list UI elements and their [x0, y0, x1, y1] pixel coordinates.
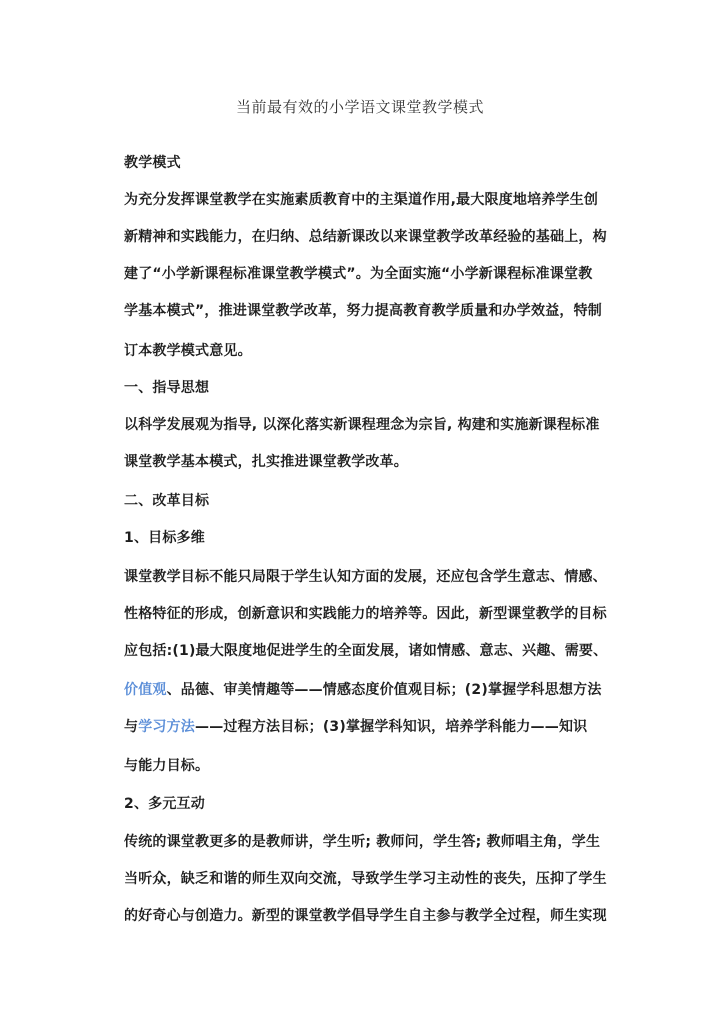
line-text: 、品德、审美情趣等——情感态度价值观目标；(2)掌握学科思想方法	[166, 682, 602, 698]
paragraph-line: 传统的课堂教更多的是教师讲，学生听; 教师问，学生答; 教师唱主角，学生	[124, 834, 601, 850]
document-title: 当前最有效的小学语文课堂教学模式	[235, 98, 484, 116]
paragraph-line	[124, 679, 624, 699]
paragraph-line: 新精神和实践能力，在归纳、总结新课改以来课堂教学改革经验的基础上，构	[124, 229, 607, 245]
paragraph-line: 学基本模式”，推进课堂教学改革，努力提高教育教学质量和办学效益，特制	[124, 303, 602, 319]
subsection-heading-multidimensional-goals: 1、目标多维	[124, 530, 205, 546]
line-text: 与	[124, 719, 139, 735]
paragraph-line: 以科学发展观为指导, 以深化落实新课程理念为宗旨, 构建和实施新课程标准	[124, 417, 600, 433]
paragraph-line: 为充分发挥课堂教学在实施素质教育中的主渠道作用,最大限度地培养学生创	[124, 192, 599, 208]
section-heading-teaching-mode: 教学模式	[124, 155, 181, 171]
subsection-heading-multi-interaction: 2、多元互动	[124, 796, 205, 812]
paragraph-line: 课堂教学目标不能只局限于学生认知方面的发展，还应包含学生意志、情感、	[124, 569, 607, 585]
paragraph-line: 与能力目标。	[124, 758, 210, 774]
paragraph-line: 订本教学模式意见。	[124, 343, 252, 359]
link-learning-methods[interactable]: 学习方法	[138, 719, 196, 735]
paragraph-line: 的好奇心与创造力。新型的课堂教学倡导学生自主参与教学全过程，师生实现	[124, 908, 607, 924]
paragraph-line: 性格特征的形成，创新意识和实践能力的培养等。因此，新型课堂教学的目标	[124, 606, 607, 622]
paragraph-line: 建了“小学新课程标准课堂教学模式”。为全面实施“小学新课程标准课堂教	[124, 266, 593, 282]
paragraph-line: 课堂教学基本模式，扎实推进课堂教学改革。	[124, 454, 408, 470]
section-heading-guiding-ideology: 一、指导思想	[124, 380, 210, 396]
line-text: ——过程方法目标；(3)掌握学科知识，培养学科能力——知识	[195, 719, 588, 735]
paragraph-line: 当听众，缺乏和谐的师生双向交流，导致学生学习主动性的丧失，压抑了学生	[124, 871, 607, 887]
link-values[interactable]: 价值观	[124, 682, 167, 698]
paragraph-line: 应包括:(1)最大限度地促进学生的全面发展，诸如情感、意志、兴趣、需要、	[124, 643, 608, 659]
paragraph-line	[124, 716, 624, 736]
section-heading-reform-goals: 二、改革目标	[124, 493, 210, 509]
